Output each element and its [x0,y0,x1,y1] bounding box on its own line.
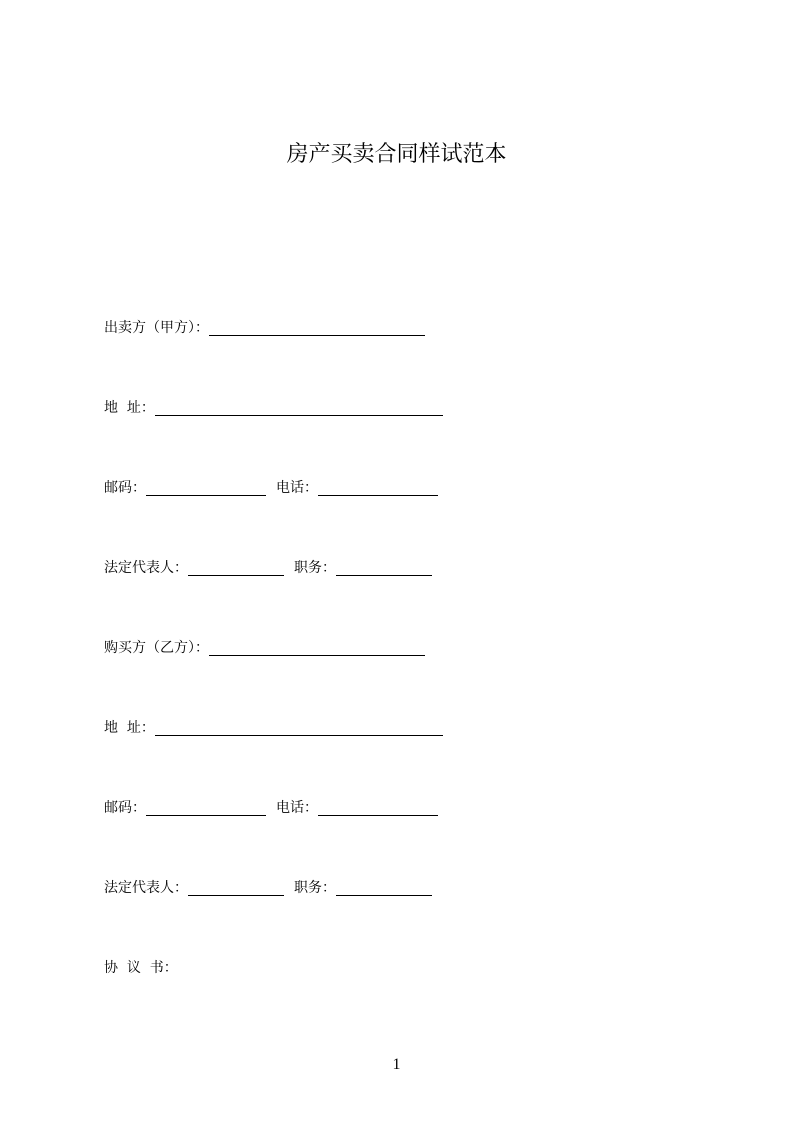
buyer-address-label: 地 址： [104,720,155,736]
seller-name-field[interactable] [209,319,425,336]
buyer-legal-rep-label: 法定代表人： [104,880,188,896]
buyer-position-field[interactable] [336,879,432,896]
buyer-party-row [104,638,425,658]
seller-address-label: 地 址： [104,400,155,416]
seller-position-field[interactable] [336,559,432,576]
seller-phone-field[interactable] [318,479,438,496]
seller-address-row [104,398,443,418]
seller-legal-rep-field[interactable] [188,559,284,576]
buyer-legal-rep-field[interactable] [188,879,284,896]
buyer-phone-label: 电话： [276,800,318,816]
buyer-position-label: 职务： [294,880,336,896]
agreement-label: 协 议 书： [104,960,178,976]
document-title: 房产买卖合同样试范本 [286,142,507,167]
seller-postcode-field[interactable] [146,479,266,496]
buyer-phone-field[interactable] [318,799,438,816]
buyer-rep-row [104,878,432,898]
buyer-address-row [104,718,443,738]
seller-contact-row [104,478,438,498]
seller-rep-row [104,558,432,578]
seller-postcode-label: 邮码： [104,480,146,496]
agreement-row [104,958,178,978]
buyer-postcode-field[interactable] [146,799,266,816]
buyer-name-field[interactable] [209,639,425,656]
buyer-address-field[interactable] [155,719,443,736]
seller-position-label: 职务： [294,560,336,576]
seller-party-label: 出卖方（甲方）： [104,320,209,336]
seller-party-row [104,318,425,338]
buyer-contact-row [104,798,438,818]
seller-phone-label: 电话： [276,480,318,496]
seller-legal-rep-label: 法定代表人： [104,560,188,576]
buyer-postcode-label: 邮码： [104,800,146,816]
seller-address-field[interactable] [155,399,443,416]
buyer-party-label: 购买方（乙方）： [104,640,209,656]
page-number: 1 [392,1056,401,1073]
